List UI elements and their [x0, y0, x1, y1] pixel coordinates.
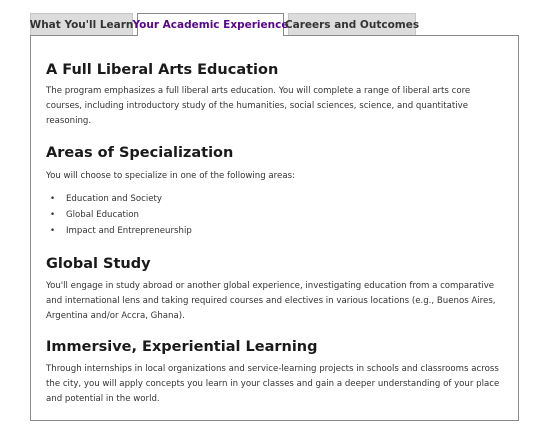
list-item	[46, 191, 192, 207]
list-item-label: Global Education	[66, 210, 139, 220]
tab-what-youll-learn[interactable]: What You'll Learn	[30, 13, 133, 35]
list-item-label: Impact and Entrepreneurship	[66, 226, 192, 236]
section-heading-specialization: Areas of Specialization	[46, 145, 234, 161]
tab-careers-and-outcomes[interactable]: Careers and Outcomes	[288, 13, 416, 35]
section-body-liberal-arts: The program emphasizes a full liberal arts education. You will complete a range of liberal arts core courses, including introductory study of the humanities, social sciences, science, and quantitative reasoning.	[46, 86, 471, 126]
section-body-global-study: You'll engage in study abroad or another global experience, investigating education from a comparative and international lens and taking required courses and electives in various locations (e.g., Buenos Aires, Argentina and/or Accra, Ghana).	[46, 281, 496, 321]
section-heading-immersive: Immersive, Experiential Learning	[46, 339, 318, 355]
specialization-list	[46, 191, 192, 239]
list-item-label: Education and Society	[66, 194, 162, 204]
section-intro-specialization: You will choose to specialize in one of the following areas:	[46, 171, 295, 181]
tab-your-academic-experience[interactable]: Your Academic Experience	[137, 13, 284, 36]
list-item	[46, 223, 192, 239]
tab-bar	[29, 13, 420, 35]
list-item	[46, 207, 192, 223]
section-heading-global-study: Global Study	[46, 256, 151, 272]
bullet-icon: •	[50, 194, 56, 204]
bullet-icon: •	[50, 226, 56, 236]
bullet-icon: •	[50, 210, 56, 220]
section-body-immersive: Through internships in local organizations and service-learning projects in schools and classrooms across the city, you will apply concepts you learn in your classes and gain a deeper understanding of your place and potential in the world.	[46, 364, 500, 404]
section-heading-liberal-arts: A Full Liberal Arts Education	[46, 62, 279, 78]
